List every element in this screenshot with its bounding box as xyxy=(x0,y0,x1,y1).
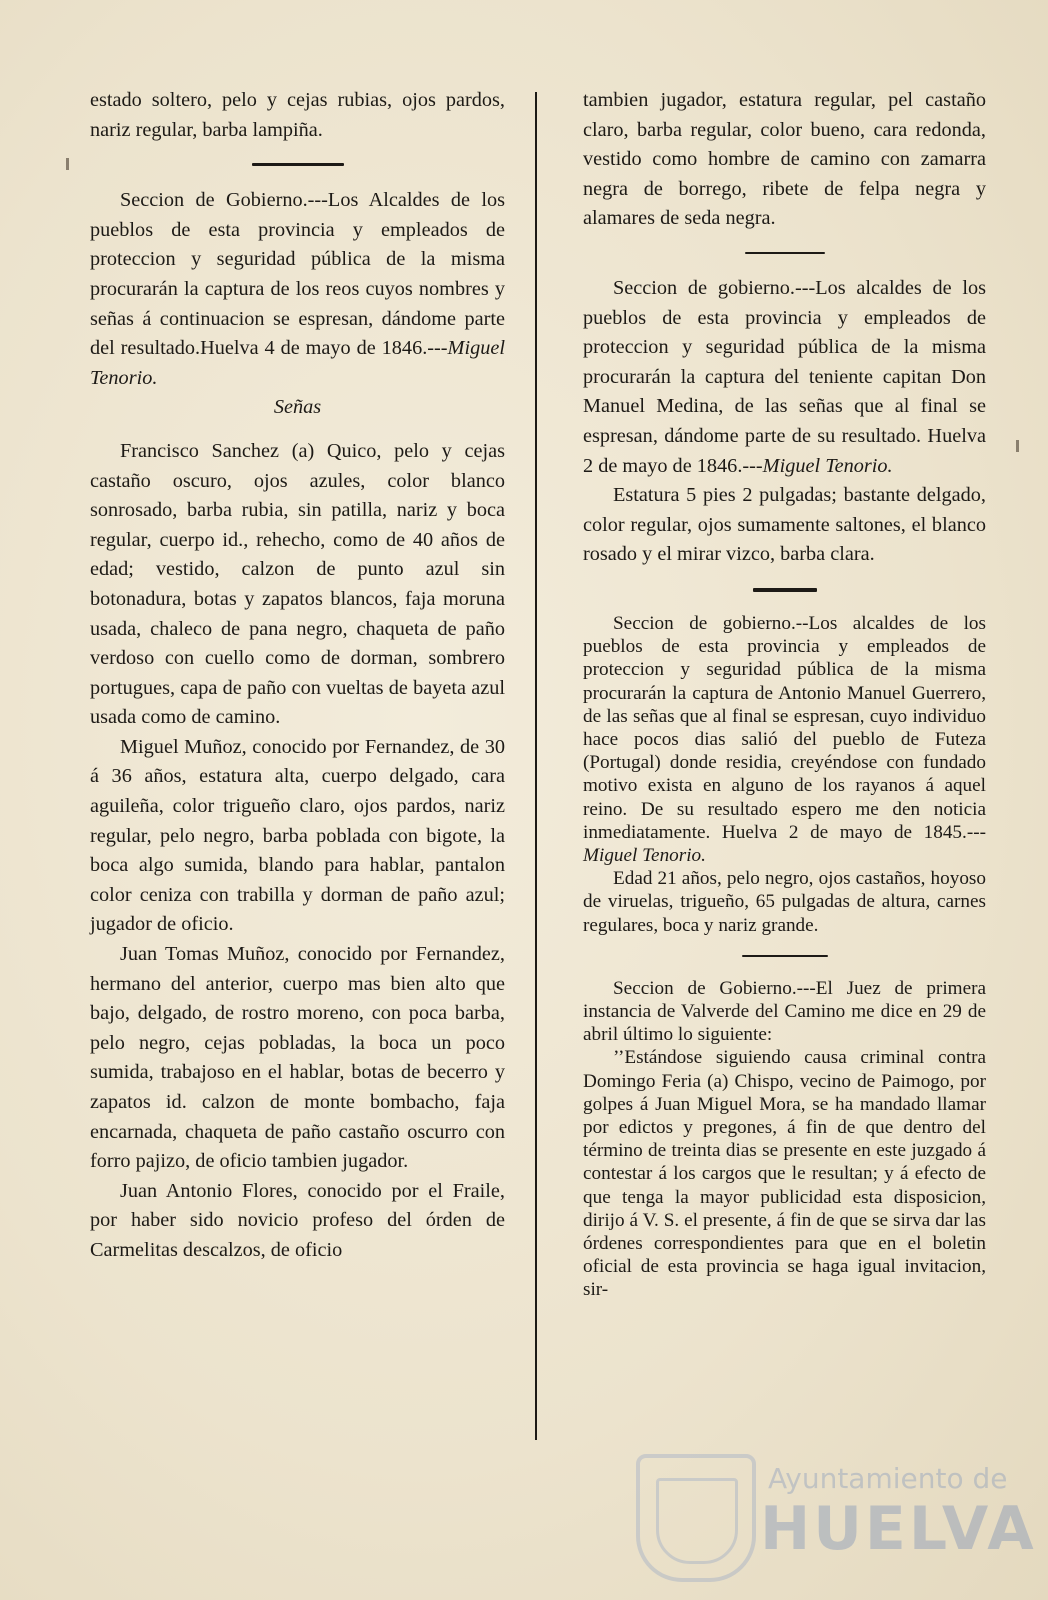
description-juan-antonio: Juan Antonio Flores, conocido por el Fraile, por haber sido novicio profeso del órden de Carmelitas descalzos, de oficio xyxy=(90,1179,505,1261)
description-guerrero: Edad 21 años, pelo negro, ojos castaños, hoyoso de viruelas, trigueño, 65 pulgadas de altura, carnes regulares, boca y nariz grande. xyxy=(583,868,986,936)
section-rule xyxy=(745,252,825,254)
description-francisco: Francisco Sanchez (a) Quico, pelo y cejas castaño oscuro, ojos azules, color blanco sonrosado, barba rubia, sin patilla, nariz y boca regular, cuerpo id., rehecho, como de 40 años de edad; vestido, calzon de punto azul sin botonadura, botas y zapatos blancos, faja moruna usada, chaleco de pana negro, chaqueta de paño verdoso con cuello como de dorman, sombrero portugues, capa de paño con vueltas de bayeta azul usada como de camino. xyxy=(90,439,505,729)
description-juan-tomas: Juan Tomas Muñoz, conocido por Fernandez, hermano del anterior, cuerpo mas bien alto que bajo, delgado, de rostro moreno, con poca barba, pelo negro, cejas pobladas, la boca un poco sumida, trabajoso en el hablar, botas de becerro y zapatos id. calzon de monte bombacho, faja encarnada, chaqueta de paño castaño oscurro con forro pajizo, de oficio tambien jugador. xyxy=(90,943,505,1173)
shield-icon xyxy=(636,1454,756,1582)
section-rule xyxy=(742,955,828,957)
section-rule xyxy=(753,588,817,592)
senas-heading: Señas xyxy=(273,396,322,419)
margin-mark xyxy=(66,158,69,170)
continuation-paragraph: estado soltero, pelo y cejas rubias, ojos pardos, nariz regular, barba lampiña. xyxy=(90,89,505,141)
notice-signature: Miguel Tenorio. xyxy=(90,337,505,389)
notice-paragraph xyxy=(90,186,505,393)
watermark xyxy=(636,1454,1037,1564)
notice-body: Seccion de gobierno.--Los alcaldes de los pueblos de esta provincia y empleados de proteccion y seguridad pública de la misma procurarán la captura de Antonio Manuel Guerrero, de las señas que al final se espresan, cuyo individuo hace pocos dias salió del pueblo de Futeza (Portugal) donde residia, creyéndose con fundado motivo exista en alguno de los rayanos á aquel reino. De su resultado espero me den noticia inmediatamente. Huelva 2 de mayo de 1845.--- xyxy=(583,612,986,843)
notice-signature: Miguel Tenorio. xyxy=(762,454,893,477)
description-medina: Estatura 5 pies 2 pulgadas; bastante delgado, color regular, ojos sumamente saltones, el blanco rosado y el mirar vizco, barba clara. xyxy=(583,484,986,566)
notice-paragraph: Seccion de Gobierno.---El Juez de primera instancia de Valverde del Camino me dice en 29 de abril último lo siguiente: xyxy=(583,977,986,1046)
notice-compact-block xyxy=(583,612,986,1302)
right-column xyxy=(583,86,986,1302)
notice-body: Seccion de gobierno.---Los alcaldes de los pueblos de esta provincia y empleados de proteccion y seguridad pública de la misma procurarán la captura del teniente capitan Don Manuel Medina, de las señas que al final se espresan, dándome parte de su resultado. Huelva 2 de mayo de 1846.--- xyxy=(583,276,986,477)
margin-mark xyxy=(1016,440,1019,452)
notice-quote: ’’Estándose siguiendo causa criminal contra Domingo Feria (a) Chispo, vecino de Paimogo, por golpes á Juan Miguel Mora, se ha mandado llamar por edictos y pregones, á fin de que dentro del término de treinta dias se presente en este juzgado á contestar á los cargos que le resultan; y á efecto de que tenga la mayor publicidad esta disposicion, dirijo á V. S. el presente, á fin de que se sirva dar las órdenes correspondientes para que en el boletin oficial de esta provincia se haga igual invitacion, sir- xyxy=(583,1047,986,1301)
column-divider xyxy=(535,92,537,1440)
continuation-paragraph: tambien jugador, estatura regular, pel castaño claro, barba regular, color bueno, cara redonda, vestido como hombre de camino con zamarra negra de borrego, ribete de felpa negra y alamares de seda negra. xyxy=(583,89,986,230)
notice-paragraph xyxy=(583,612,986,867)
description-miguel: Miguel Muñoz, conocido por Fernandez, de 30 á 36 años, estatura alta, cuerpo delgado, cara aguileña, color trigueño claro, ojos pardos, nariz regular, pelo negro, barba poblada con bigote, la boca algo sumida, blando para hablar, pantalon color ceniza con trabilla y dorman de paño azul; jugador de oficio. xyxy=(90,735,505,936)
watermark-line2: HUELVA xyxy=(760,1494,1037,1564)
notice-signature: Miguel Tenorio. xyxy=(583,844,706,866)
left-column xyxy=(90,86,505,1266)
notice-paragraph xyxy=(583,274,986,481)
notice-body: Seccion de Gobierno.---Los Alcaldes de los pueblos de esta provincia y empleados de proteccion y seguridad pública de la misma procurarán la captura de los reos cuyos nombres y señas á continuacion se espresan, dándome parte del resultado.Huelva 4 de mayo de 1846.--- xyxy=(90,189,505,360)
watermark-line1: Ayuntamiento de xyxy=(768,1462,1008,1495)
section-rule xyxy=(252,163,344,166)
